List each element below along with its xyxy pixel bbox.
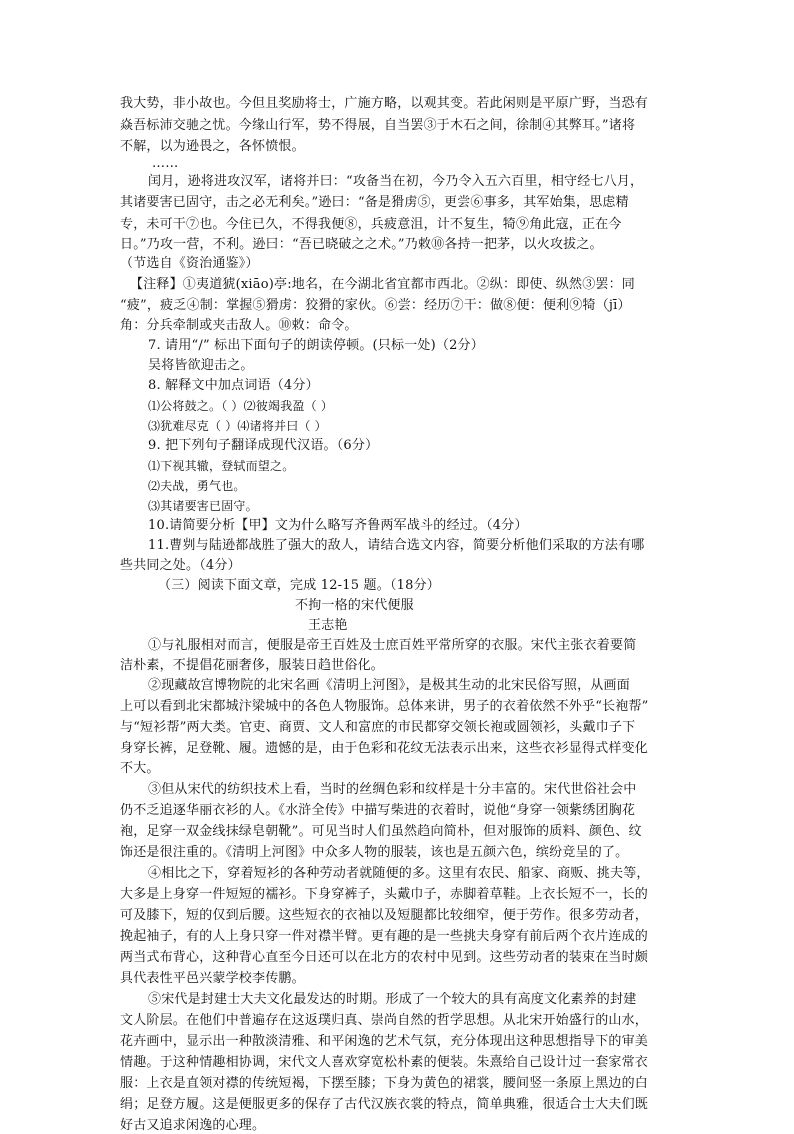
article-line: 具代表性平邑兴蒙学校李传鹏。 xyxy=(120,971,305,986)
question-line: 11.曹刿与陆逊都战胜了强大的敌人，请结合选文内容，简要分析他们采取的方法有哪 xyxy=(148,538,645,553)
article-line: ①与礼服相对而言，便服是帝王百姓及士庶百姓平常所穿的衣服。宋代主张衣着要简 xyxy=(148,638,637,653)
passage-line: 不解，以为逊畏之，各怀愤恨。 xyxy=(120,139,305,154)
article-author: 王志艳 xyxy=(308,618,348,633)
article-line: 洁朴素，不提倡花丽奢侈，服装日趋世俗化。 xyxy=(120,658,385,673)
article-line: 与“短衫帮”两大类。官吏、商贾、文人和富庶的市民都穿交领长袍或圆领衫，头戴巾子下 xyxy=(120,720,636,735)
passage-line: 我大势，非小故也。今但且奖励将士，广施方略，以观其变。若此闲则是平原广野，当恐有 xyxy=(120,96,649,111)
article-line: 可及膝下，短的仅到后腰。这些短衣的衣袖以及短腿都比较细窄，便于劳作。很多劳动者， xyxy=(120,908,649,923)
question-line: ⑶犹难尽克（ ）⑷诸将并曰（ ） xyxy=(148,419,327,433)
article-line: 仍不乏追逐华丽衣衫的人。《水浒全传》中描写柴进的衣着时，说他“身穿一领紫绣团胸花 xyxy=(120,803,636,818)
article-line: 花卉画中，显示出一种散淡清雅、和平闲逸的艺术气氛，充分体现出这种思想指导下的审美 xyxy=(120,1034,649,1049)
note-line: 【注释】①夷道猇(xiāo)亭:地名，在今湖北省宜都市西北。②纵：即使、纵然③罢：同 xyxy=(130,277,635,292)
article-line: 好古又追求闲逸的心理。 xyxy=(120,1118,266,1133)
question-line: 些共同之处。（4分） xyxy=(120,558,241,573)
question-line: ⑵夫战，勇气也。 xyxy=(148,479,246,493)
question-line: 7. 请用“/” 标出下面句子的朗读停顿。(只标一处)（2分） xyxy=(148,338,484,353)
question-line: ⑶其诸要害已固守。 xyxy=(148,499,258,513)
passage-line: 专，未可干⑦也。今住已久，不得我便⑧，兵疲意沮，计不复生，犄⑨角此寇，正在今 xyxy=(120,217,622,232)
passage-line: 焱吾标沛交驰之忧。今缘山行军，势不得展，自当罢③于木石之间，徐制④其弊耳。”诸将 xyxy=(120,118,636,133)
question-line: 吴将皆欲迎击之。 xyxy=(148,358,254,373)
note-line: 角：分兵牵制或夹击敌人。⑩敕：命令。 xyxy=(120,318,358,333)
article-line: ③但从宋代的纺织技术上看，当时的丝绸色彩和纹样是十分丰富的。宋代世俗社会中 xyxy=(148,782,637,797)
article-line: 绢；足登方履。这是便服更多的保存了古代汉族衣裳的特点，简单典雅，很适合士大夫们既 xyxy=(120,1097,649,1112)
question-line: 9. 把下列句子翻译成现代汉语。（6分） xyxy=(148,438,379,453)
article-line: ④相比之下，穿着短衫的各种劳动者就随便的多。这里有农民、船家、商贩、挑夫等， xyxy=(148,866,650,881)
article-line: 挽起袖子，有的人上身只穿一件对襟半臂。更有趣的是一些挑夫身穿有前后两个衣片连成的 xyxy=(120,929,649,944)
article-line: 上可以看到北宋都城汴梁城中的各色人物服饰。总体来讲，男子的衣着依然不外乎“长袍帮” xyxy=(120,699,649,714)
question-line: 10.请简要分析【甲】文为什么略写齐鲁两军战斗的经过。（4分） xyxy=(148,518,528,533)
passage-source: （节选自《资治通鉴》） xyxy=(120,256,259,271)
question-line: ⑴公将鼓之。（ ）⑵彼竭我盈（ ） xyxy=(148,399,334,413)
article-line: ⑤宋代是封建士大夫文化最发达的时期。形成了一个较大的具有高度文化素养的封建 xyxy=(148,992,637,1007)
question-line: 8. 解释文中加点词语（4分） xyxy=(148,378,319,393)
article-line: 不大。 xyxy=(120,761,160,776)
article-line: 服：上衣是直领对襟的传统短褐，下摆至膝；下身为黄色的裙裳，腰间竖一条原上黑边的白 xyxy=(120,1076,649,1091)
article-line: 饰还是很注重的。《清明上河图》中众多人物的服装，该也是五颜六色，缤纷竞呈的了。 xyxy=(120,845,629,860)
article-line: 文人阶层。在他们中普遍存在这返璞归真、崇尚自然的哲学思想。从北宋开始盛行的山水， xyxy=(120,1013,649,1028)
article-line: 身穿长裤，足登靴、履。遗憾的是，由于色彩和花纹无法表示出来，这些衣衫显得式样变化 xyxy=(120,741,649,756)
section-heading: （三）阅读下面文章，完成 12-15 题。（18分） xyxy=(158,578,440,593)
note-line: “疲”，疲乏④制：掌握⑤猾虏：狡猾的家伙。⑥尝：经历⑦干：做⑧便：便利⑨犄（jī） xyxy=(120,298,631,313)
article-line: 两当式布背心，这种背心直至今日还可以在北方的农村中见到。这些劳动者的装束在当时颇 xyxy=(120,950,649,965)
article-line: 情趣。于这种情趣相协调，宋代文人喜欢穿宽松朴素的便装。朱熹给自己设计过一套家常衣 xyxy=(120,1055,649,1070)
article-line: ②现藏故宫博物院的北宋名画《清明上河图》，是极其生动的北宋民俗写照，从画面 xyxy=(148,678,630,693)
passage-line: 其诸要害已固守，击之必无利矣。”逊曰：“备是猾虏⑤，更尝⑥事多，其军始集，思虑精 xyxy=(120,195,629,210)
article-line: 袍，足穿一双金线抹绿皂朝靴”。可见当时人们虽然趋向简朴，但对服饰的质料、颜色、纹 xyxy=(120,824,642,839)
passage-line: 日。”乃攻一营，不利。逊曰：“吾已晓破之之术。”乃敕⑩各持一把茅，以火攻拔之。 xyxy=(120,237,603,252)
question-line: ⑴下视其辙，登轼而望之。 xyxy=(148,459,295,473)
article-title: 不拘一格的宋代便服 xyxy=(295,598,414,613)
article-line: 大多是上身穿一件短短的襦衫。下身穿裤子，头戴巾子，赤脚着草鞋。上衣长短不一，长的 xyxy=(120,887,649,902)
passage-line: …… xyxy=(152,156,179,171)
passage-line: 闰月，逊将进攻汉军，诸将并曰：“攻备当在初，今乃令入五六百里，相守经七八月， xyxy=(148,174,644,189)
